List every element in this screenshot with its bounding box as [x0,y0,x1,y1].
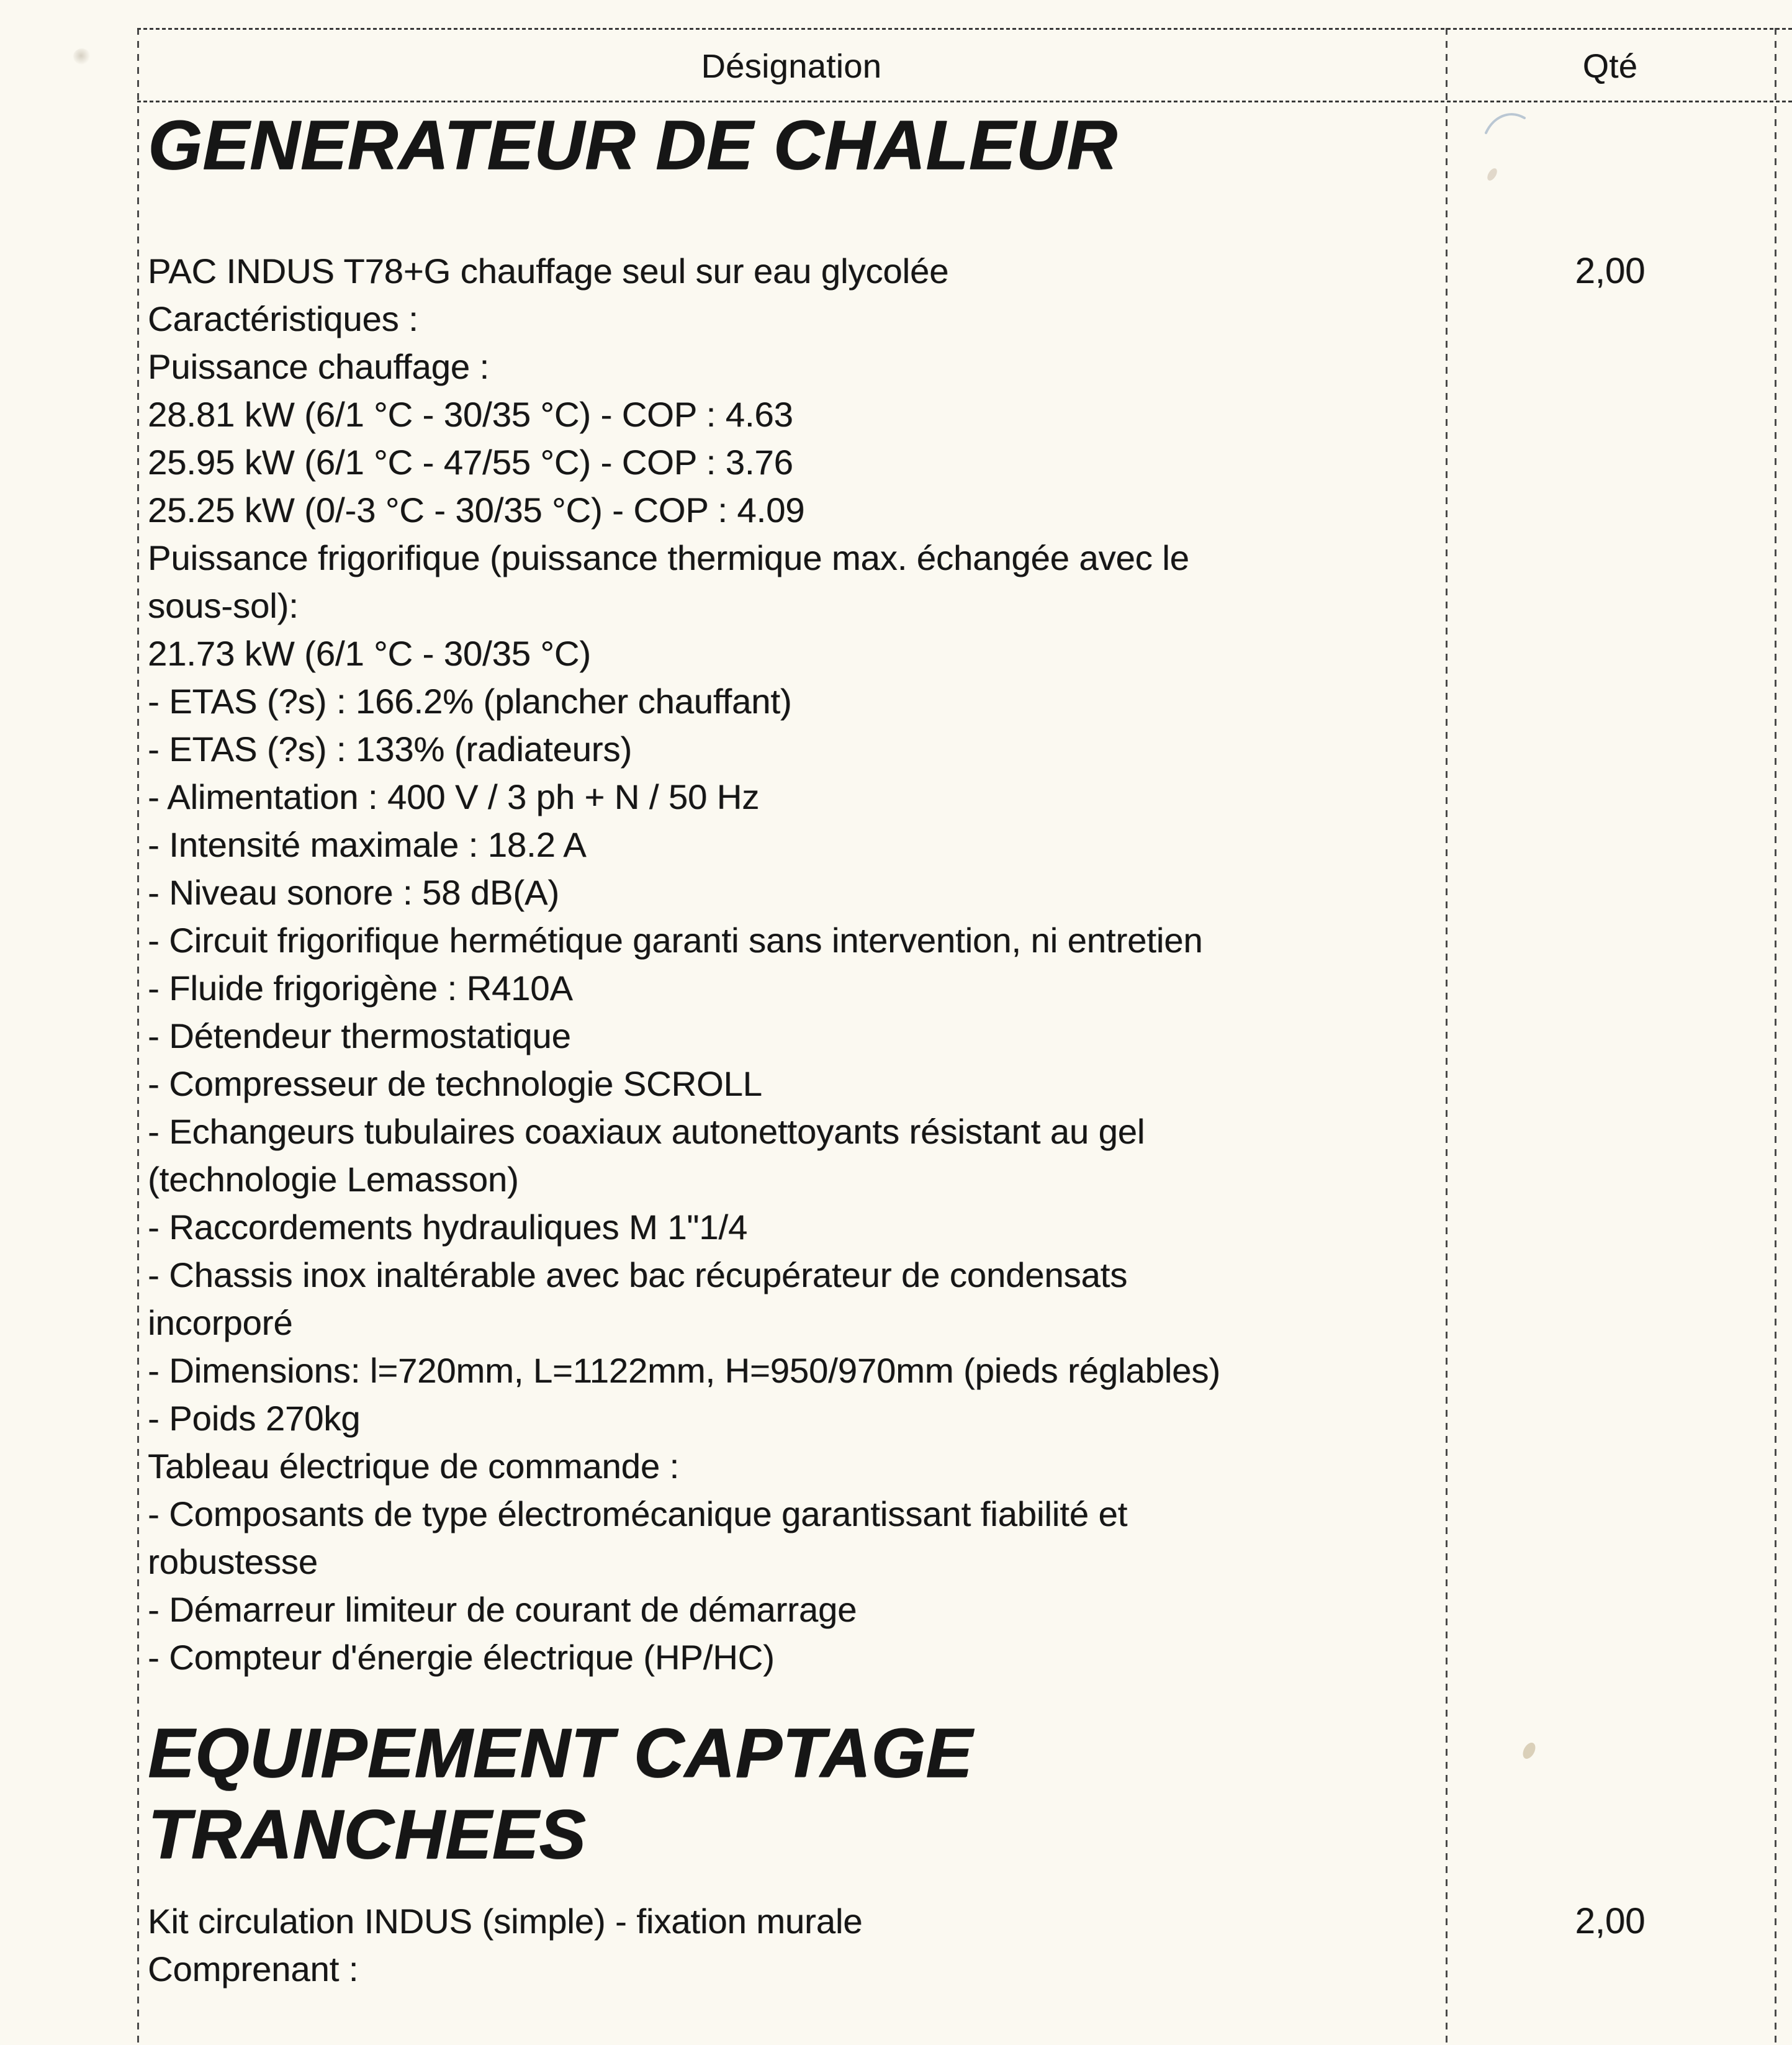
description-line: - Poids 270kg [148,1399,361,1438]
description-line: 25.95 kW (6/1 °C - 47/55 °C) - COP : 3.76 [148,443,793,482]
description-line: 21.73 kW (6/1 °C - 30/35 °C) [148,634,591,673]
description-line: Puissance chauffage : [148,347,490,386]
item-description-pac-indus [148,247,1220,1681]
description-line: Comprenant : [148,1949,359,1989]
column-header-qty: Qté [1582,48,1638,85]
description-line: - Circuit frigorifique hermétique garanti sans intervention, ni entretien [148,921,1203,960]
description-line: 25.25 kW (0/-3 °C - 30/35 °C) - COP : 4.09 [148,490,805,530]
column-header-designation: Désignation [701,48,882,85]
description-line: sous-sol): [148,586,299,625]
description-line: - Composants de type électromécanique garantissant fiabilité et [148,1494,1128,1533]
item-title: Kit circulation INDUS (simple) - fixation murale [148,1902,863,1941]
description-line: robustesse [148,1542,318,1581]
section-heading-captage [148,1712,973,1875]
table-left-border [137,28,139,2045]
description-line: - Alimentation : 400 V / 3 ph + N / 50 Hz [148,777,760,816]
description-line: Caractéristiques : [148,299,418,338]
description-line: - Compteur d'énergie électrique (HP/HC) [148,1638,775,1677]
description-line: - Niveau sonore : 58 dB(A) [148,873,559,912]
description-line: (technologie Lemasson) [148,1160,519,1199]
description-line: - Echangeurs tubulaires coaxiaux autonettoyants résistant au gel [148,1112,1145,1151]
item-description-kit-circulation [148,1897,862,1993]
description-line: Tableau électrique de commande : [148,1447,680,1486]
description-line: - Raccordements hydrauliques M 1"1/4 [148,1208,748,1247]
description-line: - ETAS (?s) : 133% (radiateurs) [148,729,633,769]
header-row-bottom-border [137,101,1792,102]
qty-value-kit-circulation: 2,00 [1575,1901,1646,1941]
section-heading-line: TRANCHEES [148,1795,586,1873]
qty-value-pac-indus: 2,00 [1575,251,1646,291]
designation-qty-column-divider [1446,28,1448,2045]
description-line: 28.81 kW (6/1 °C - 30/35 °C) - COP : 4.63 [148,395,793,434]
paper-speck [1485,166,1499,182]
description-line: Puissance frigorifique (puissance thermique max. échangée avec le [148,538,1189,577]
table-top-border [137,28,1792,30]
description-line: - Fluide frigorigène : R410A [148,968,573,1008]
item-title: PAC INDUS T78+G chauffage seul sur eau glycolée [148,251,949,291]
description-line: - Détendeur thermostatique [148,1016,571,1055]
section-heading-generateur [148,104,1117,186]
description-line: - Intensité maximale : 18.2 A [148,825,587,864]
section-heading-line: GENERATEUR DE CHALEUR [148,106,1118,184]
description-line: - Chassis inox inaltérable avec bac récupérateur de condensats [148,1255,1128,1294]
section-heading-line: EQUIPEMENT CAPTAGE [148,1714,973,1792]
description-line: - ETAS (?s) : 166.2% (plancher chauffant) [148,682,792,721]
qty-column-right-border [1775,28,1776,2045]
description-line: - Dimensions: l=720mm, L=1122mm, H=950/970mm (pieds réglables) [148,1351,1220,1390]
description-line: incorporé [148,1303,293,1342]
paper-speck [1520,1741,1538,1761]
description-line: - Compresseur de technologie SCROLL [148,1064,762,1103]
pen-scratch-mark [1482,104,1529,142]
description-line: - Démarreur limiteur de courant de démarrage [148,1590,857,1629]
paper-smudge [73,48,91,65]
